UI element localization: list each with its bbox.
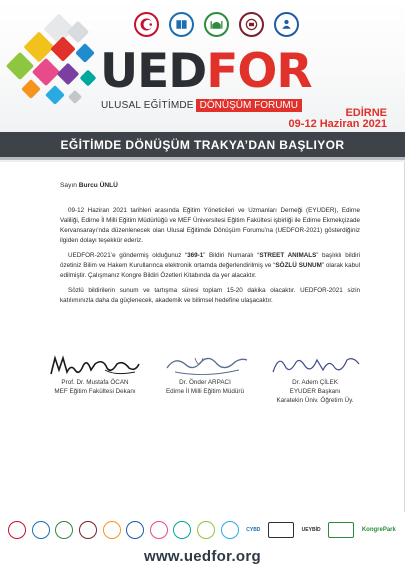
sponsor-logo-6 [126, 521, 144, 539]
sponsor-logo-5 [103, 521, 121, 539]
meb-logo [169, 12, 194, 37]
crescent-star-icon [138, 16, 155, 33]
sponsor-logos-row [8, 518, 398, 542]
sponsor-logo-8 [173, 521, 191, 539]
brand-ued-text: UED [100, 44, 207, 99]
p2-text-d: ” olarak kabul edilmiştir. Çalışmanız Kongre Bildiri Özetleri Kitabında da yer alacaktır. [60, 262, 360, 279]
p2-text-a: UEDFOR-2021’e göndermiş olduğunuz “ [68, 252, 188, 259]
mosque-icon [208, 16, 225, 33]
signer-name-1: Prof. Dr. Mustafa ÖCAN [61, 379, 129, 386]
sponsor-logo-2 [32, 521, 50, 539]
signature-director [150, 350, 260, 396]
sponsor-logo-10 [221, 521, 239, 539]
sponsor-logo-1 [8, 521, 26, 539]
valilik-logo [134, 12, 159, 37]
handwritten-signature-1 [45, 350, 145, 380]
signer-role-1: MEF Eğitim Fakültesi Dekanı [54, 388, 136, 395]
letter-paragraph-3: Sözlü bildirilerin sunum ve tartışma süresi toplam 15-20 dakika olacaktır. UEDFOR-2021 sizin katılımınızla daha da güçlenecek, akademik ve bilimsel hedefine ulaşacaktır. [60, 287, 360, 304]
letter-paragraph-1: 09-12 Haziran 2021 tarihleri arasında Eğitim Yöneticileri ve Uzmanları Derneği (EYUDER), Edirne Valiliği, Edirne İl Milli Eğitim Müdürlüğü ve MEF Üniversitesi Eğitim Fakültesi işbirliği ile Edirne Ekmekçizade Kervansarayı’nda düzenlenecek olan Ulusal Eğitimde Dönüşüm Forumu’na (UEDFOR-2021) gösterdiğiniz ilgiden dolayı teşekkür ederiz. [60, 207, 360, 244]
signer-role-2: Edirne İl Milli Eğitim Müdürü [165, 388, 245, 395]
paper-title: STREET ANIMALS [259, 252, 317, 259]
sponsor-logo-9 [197, 521, 215, 539]
signer-role-3a: EYUDER Başkanı [289, 388, 341, 395]
kongrepark-logo: KongrePark [360, 522, 398, 538]
eyuder-logo [274, 12, 299, 37]
letter-paragraph-2 [60, 251, 360, 281]
handwritten-signature-2 [155, 350, 255, 380]
banner-stripe [0, 157, 405, 160]
brand-subtitle-left: ULUSAL EĞİTİMDE [101, 100, 194, 111]
paper-id: 369-1 [187, 252, 204, 259]
sponsor-logo-7 [150, 521, 168, 539]
partner-logos-row [134, 12, 299, 37]
footer [0, 512, 405, 572]
signature-dean [40, 350, 150, 396]
banner-title: EĞİTİMDE DÖNÜŞÜM TRAKYA’DAN BAŞLIYOR [60, 137, 345, 152]
ueybid-logo: UEYBİD [300, 522, 323, 538]
edirne-logo [204, 12, 229, 37]
brand-for-text: FOR [206, 44, 312, 99]
mef-seal-icon [243, 16, 260, 33]
sponsor-logo-4 [79, 521, 97, 539]
ueybid-logo-box [268, 522, 294, 538]
book-sponsor-logo [328, 522, 354, 538]
signer-name-2: Dr. Önder ARPACI [179, 379, 231, 386]
acceptance-letter [60, 181, 360, 311]
signature-president [260, 350, 370, 405]
signer-role-3b: Karatekin Üniv. Öğretim Üy. [276, 397, 354, 404]
salutation-prefix: Sayın [60, 182, 77, 189]
book-icon [173, 16, 190, 33]
brand-subtitle-right: DÖNÜŞÜM FORUMU [196, 99, 302, 112]
event-location-date [289, 108, 387, 130]
recipient-name: Burcu ÜNLÜ [78, 182, 118, 189]
handwritten-signature-3 [265, 350, 365, 380]
website-url[interactable]: www.uedfor.org [144, 548, 261, 565]
mef-logo [239, 12, 264, 37]
p2-text-c: ” başlıklı bildiri özetiniz Bilim ve Hakem Kurullarınca elektronik ortamda değerlendirilmiş ve “ [60, 252, 360, 269]
signer-name-3: Dr. Adem ÇİLEK [292, 379, 338, 386]
p2-text-b: ” Bildiri Numaralı “ [203, 252, 260, 259]
salutation [60, 181, 360, 191]
event-city: EDİRNE [345, 107, 387, 119]
event-dates: 09-12 Haziran 2021 [288, 118, 387, 130]
title-banner [0, 132, 405, 157]
cybd-logo: CYBD [244, 522, 262, 538]
people-icon [278, 16, 295, 33]
sponsor-logo-3 [55, 521, 73, 539]
uedfor-wordmark [100, 44, 312, 111]
presentation-type: SÖZLÜ SUNUM [275, 262, 322, 269]
header [0, 0, 405, 162]
signatures-block [40, 350, 370, 410]
